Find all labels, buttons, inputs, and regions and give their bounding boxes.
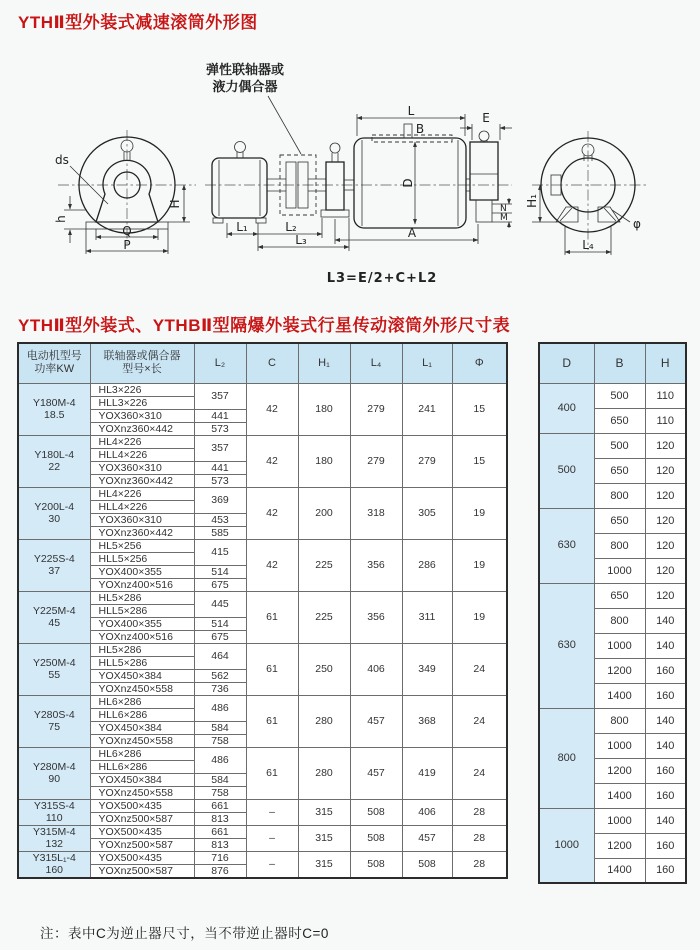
table-title: YTHⅡ型外装式、YTHBⅡ型隔爆外装式行星传动滚筒外形尺寸表 <box>18 316 511 335</box>
col-header-l2: L₂ <box>194 343 246 383</box>
coupling-cell: HLL5×256 <box>90 552 194 565</box>
h-cell: 120 <box>645 433 686 458</box>
coupling-cell: HL6×286 <box>90 695 194 708</box>
h-cell: 160 <box>645 658 686 683</box>
l2-cell: 357 <box>194 435 246 461</box>
coupling-cell: YOXnz360×442 <box>90 526 194 539</box>
d-cell: 500 <box>539 433 594 508</box>
dim-label-L: L <box>407 104 415 118</box>
c-cell: 61 <box>246 591 298 643</box>
h-cell: 110 <box>645 408 686 433</box>
l4-cell: 406 <box>350 643 402 695</box>
left-end-view <box>54 130 196 254</box>
l4-cell: 356 <box>350 539 402 591</box>
coupling-cell: HLL4×226 <box>90 448 194 461</box>
phi-cell: 19 <box>452 539 507 591</box>
phi-cell: 28 <box>452 851 507 878</box>
table-note: 注：表中C为逆止器尺寸，当不带逆止器时C=0 <box>40 926 329 941</box>
l2-cell: 584 <box>194 773 246 786</box>
h1-cell: 315 <box>298 825 350 851</box>
h-cell: 140 <box>645 633 686 658</box>
l4-cell: 457 <box>350 695 402 747</box>
h-cell: 160 <box>645 833 686 858</box>
motor-model-cell: Y315S-4 110 <box>18 799 90 825</box>
l2-cell: 661 <box>194 825 246 838</box>
dim-table-row <box>539 383 686 408</box>
l2-cell: 716 <box>194 851 246 864</box>
b-cell: 1400 <box>594 683 645 708</box>
l2-cell: 675 <box>194 578 246 591</box>
dim-label-N: N <box>500 204 507 214</box>
b-cell: 1200 <box>594 758 645 783</box>
coupling-cell: YOXnz500×587 <box>90 838 194 851</box>
coupling-cell: YOXnz400×516 <box>90 578 194 591</box>
drawing-title: YTHⅡ型外装式减速滚筒外形图 <box>18 13 258 32</box>
coupling-cell: HLL3×226 <box>90 396 194 409</box>
l4-cell: 279 <box>350 383 402 435</box>
l2-cell: 736 <box>194 682 246 695</box>
l2-cell: 758 <box>194 734 246 747</box>
b-cell: 1000 <box>594 808 645 833</box>
l4-cell: 508 <box>350 799 402 825</box>
coupling-cell: YOX500×435 <box>90 851 194 864</box>
phi-cell: 28 <box>452 799 507 825</box>
d-cell: 630 <box>539 508 594 583</box>
dim-table-body <box>539 383 686 883</box>
col-header-l4: L₄ <box>350 343 402 383</box>
l2-cell: 562 <box>194 669 246 682</box>
right-end-view <box>525 131 646 255</box>
main-table-row <box>18 825 507 838</box>
h-cell: 120 <box>645 458 686 483</box>
dim-label-A: A <box>407 226 417 240</box>
coupling-cell: YOX400×355 <box>90 617 194 630</box>
l1-cell: 311 <box>402 591 452 643</box>
l4-cell: 457 <box>350 747 402 799</box>
outline-drawing-svg <box>0 38 700 306</box>
coupling-cell: YOX360×310 <box>90 513 194 526</box>
d-cell: 1000 <box>539 808 594 883</box>
coupling-cell: YOX500×435 <box>90 825 194 838</box>
dim-label-h: h <box>54 215 68 223</box>
motor-model-cell: Y315M-4 132 <box>18 825 90 851</box>
b-cell: 650 <box>594 508 645 533</box>
dim-label-L1: L₁ <box>236 220 248 234</box>
l2-cell: 813 <box>194 812 246 825</box>
coupling-cell: HLL6×286 <box>90 760 194 773</box>
coupling-cell: YOXnz360×442 <box>90 422 194 435</box>
coupling-cell: HLL5×286 <box>90 656 194 669</box>
b-cell: 650 <box>594 408 645 433</box>
l2-cell: 675 <box>194 630 246 643</box>
l2-cell: 415 <box>194 539 246 565</box>
col-header-c: C <box>246 343 298 383</box>
dim-table-row <box>539 583 686 608</box>
dim-label-Q: Q <box>122 224 132 238</box>
c-cell: 42 <box>246 383 298 435</box>
h-cell: 140 <box>645 808 686 833</box>
l2-cell: 514 <box>194 617 246 630</box>
l1-cell: 368 <box>402 695 452 747</box>
dim-label-L2: L₂ <box>285 220 297 234</box>
col-header-l1: L₁ <box>402 343 452 383</box>
l2-cell: 573 <box>194 474 246 487</box>
dimension-tables <box>17 342 687 884</box>
motor-model-cell: Y250M-4 55 <box>18 643 90 695</box>
b-cell: 800 <box>594 533 645 558</box>
l2-cell: 585 <box>194 526 246 539</box>
h-cell: 120 <box>645 508 686 533</box>
b-cell: 1200 <box>594 833 645 858</box>
d-cell: 630 <box>539 583 594 708</box>
main-table-row <box>18 695 507 708</box>
phi-cell: 15 <box>452 435 507 487</box>
l1-cell: 508 <box>402 851 452 878</box>
l2-cell: 486 <box>194 695 246 721</box>
h-cell: 120 <box>645 483 686 508</box>
main-table-row <box>18 747 507 760</box>
coupling-cell: HL6×286 <box>90 747 194 760</box>
motor-model-cell: Y225S-4 37 <box>18 539 90 591</box>
dim-label-phi: φ <box>633 217 641 231</box>
coupling-cell: HL5×286 <box>90 591 194 604</box>
l2-cell: 369 <box>194 487 246 513</box>
main-table-row <box>18 435 507 448</box>
h1-cell: 280 <box>298 747 350 799</box>
b-cell: 1400 <box>594 783 645 808</box>
h1-cell: 250 <box>298 643 350 695</box>
h-cell: 120 <box>645 583 686 608</box>
h-cell: 120 <box>645 533 686 558</box>
coupling-cell: HLL6×286 <box>90 708 194 721</box>
main-table-header-row <box>18 343 507 383</box>
phi-cell: 19 <box>452 487 507 539</box>
l2-cell: 584 <box>194 721 246 734</box>
coupling-cell: YOXnz500×587 <box>90 864 194 878</box>
h-cell: 160 <box>645 783 686 808</box>
h1-cell: 315 <box>298 851 350 878</box>
c-cell: 42 <box>246 435 298 487</box>
l3-formula: L3=E/2+C+L2 <box>326 271 438 286</box>
l2-cell: 514 <box>194 565 246 578</box>
coupling-cell: YOX360×310 <box>90 461 194 474</box>
h-cell: 140 <box>645 708 686 733</box>
b-cell: 1200 <box>594 658 645 683</box>
b-cell: 800 <box>594 708 645 733</box>
main-table-row <box>18 643 507 656</box>
l4-cell: 356 <box>350 591 402 643</box>
l1-cell: 457 <box>402 825 452 851</box>
coupling-cell: YOX450×384 <box>90 773 194 786</box>
b-cell: 1400 <box>594 858 645 883</box>
b-cell: 650 <box>594 458 645 483</box>
motor <box>212 142 267 224</box>
b-cell: 800 <box>594 608 645 633</box>
coupling-cell: YOXnz400×516 <box>90 630 194 643</box>
col-header-coupling: 联轴器或偶合器 型号×长 <box>90 343 194 383</box>
coupling-cell: YOX450×384 <box>90 721 194 734</box>
c-cell: – <box>246 851 298 878</box>
h1-cell: 315 <box>298 799 350 825</box>
l1-cell: 419 <box>402 747 452 799</box>
h-cell: 110 <box>645 383 686 408</box>
dim-label-H1: H₁ <box>525 194 539 208</box>
motor-model-cell: Y280M-4 90 <box>18 747 90 799</box>
motor-model-cell: Y180M-4 18.5 <box>18 383 90 435</box>
coupling-cell: YOXnz500×587 <box>90 812 194 825</box>
main-dimension-table <box>17 342 508 879</box>
dim-label-D: D <box>401 178 415 188</box>
main-table-row <box>18 487 507 500</box>
main-table-body <box>18 383 507 878</box>
b-cell: 1000 <box>594 633 645 658</box>
l2-cell: 357 <box>194 383 246 409</box>
phi-cell: 24 <box>452 695 507 747</box>
callout-line1: 弹性联轴器或 <box>205 63 285 78</box>
dim-table-row <box>539 508 686 533</box>
h1-cell: 200 <box>298 487 350 539</box>
coupling-cell: HL5×256 <box>90 539 194 552</box>
main-table-row <box>18 539 507 552</box>
l2-cell: 758 <box>194 786 246 799</box>
dim-label-L4: L₄ <box>582 238 594 252</box>
h-cell: 120 <box>645 558 686 583</box>
b-cell: 1000 <box>594 558 645 583</box>
phi-cell: 15 <box>452 383 507 435</box>
col-header-h1: H₁ <box>298 343 350 383</box>
b-cell: 800 <box>594 483 645 508</box>
b-cell: 650 <box>594 583 645 608</box>
drum-size-table <box>538 342 687 884</box>
phi-cell: 19 <box>452 591 507 643</box>
c-cell: 61 <box>246 643 298 695</box>
col-header-d: D <box>539 343 594 383</box>
dim-table-row <box>539 433 686 458</box>
motor-model-cell: Y180L-4 22 <box>18 435 90 487</box>
l1-cell: 406 <box>402 799 452 825</box>
c-cell: – <box>246 825 298 851</box>
col-header-phi: Φ <box>452 343 507 383</box>
l2-cell: 453 <box>194 513 246 526</box>
coupling-cell: HL4×226 <box>90 487 194 500</box>
b-cell: 500 <box>594 433 645 458</box>
dim-table-row <box>539 808 686 833</box>
main-table-row <box>18 851 507 864</box>
coupling-cell: HL3×226 <box>90 383 194 396</box>
l2-cell: 661 <box>194 799 246 812</box>
col-header-motor: 电动机型号 功率KW <box>18 343 90 383</box>
coupling-cell: YOX400×355 <box>90 565 194 578</box>
coupling-cell: YOXnz450×558 <box>90 682 194 695</box>
phi-cell: 24 <box>452 747 507 799</box>
l2-cell: 464 <box>194 643 246 669</box>
coupling-cell: HLL4×226 <box>90 500 194 513</box>
h1-cell: 225 <box>298 591 350 643</box>
input-bearing-pedestal <box>321 143 354 217</box>
dim-table-row <box>539 708 686 733</box>
dim-label-E: E <box>482 111 490 125</box>
l2-cell: 441 <box>194 409 246 422</box>
l4-cell: 279 <box>350 435 402 487</box>
dim-label-B: B <box>415 122 425 136</box>
l1-cell: 279 <box>402 435 452 487</box>
main-table-row <box>18 799 507 812</box>
l4-cell: 508 <box>350 851 402 878</box>
motor-model-cell: Y225M-4 45 <box>18 591 90 643</box>
dim-label-P: P <box>123 238 131 252</box>
c-cell: 61 <box>246 747 298 799</box>
phi-cell: 24 <box>452 643 507 695</box>
dim-label-H: H <box>168 199 182 209</box>
drum <box>335 104 478 244</box>
coupling-cell: YOX500×435 <box>90 799 194 812</box>
main-table-row <box>18 383 507 396</box>
motor-model-cell: Y280S-4 75 <box>18 695 90 747</box>
col-header-b: B <box>594 343 645 383</box>
l1-cell: 241 <box>402 383 452 435</box>
l1-cell: 349 <box>402 643 452 695</box>
dim-table-header-row <box>539 343 686 383</box>
coupling-cell: YOX360×310 <box>90 409 194 422</box>
l2-cell: 813 <box>194 838 246 851</box>
c-cell: 42 <box>246 487 298 539</box>
coupling-cell: YOXnz450×558 <box>90 734 194 747</box>
l2-cell: 486 <box>194 747 246 773</box>
coupling-callout <box>206 62 301 154</box>
outline-drawing <box>0 38 700 306</box>
c-cell: 61 <box>246 695 298 747</box>
coupling-cell: YOXnz360×442 <box>90 474 194 487</box>
h-cell: 160 <box>645 758 686 783</box>
h1-cell: 180 <box>298 383 350 435</box>
phi-cell: 28 <box>452 825 507 851</box>
h-cell: 140 <box>645 733 686 758</box>
d-cell: 800 <box>539 708 594 808</box>
c-cell: 42 <box>246 539 298 591</box>
coupling-cell: YOXnz450×558 <box>90 786 194 799</box>
dim-label-L3: L₃ <box>295 233 307 247</box>
col-header-h: H <box>645 343 686 383</box>
h-cell: 160 <box>645 683 686 708</box>
l2-cell: 441 <box>194 461 246 474</box>
h1-cell: 180 <box>298 435 350 487</box>
l4-cell: 318 <box>350 487 402 539</box>
coupling-cell: HL5×286 <box>90 643 194 656</box>
l2-cell: 573 <box>194 422 246 435</box>
dim-label-ds: ds <box>55 153 69 167</box>
d-cell: 400 <box>539 383 594 433</box>
l2-cell: 445 <box>194 591 246 617</box>
main-table-row <box>18 591 507 604</box>
h-cell: 140 <box>645 608 686 633</box>
h1-cell: 225 <box>298 539 350 591</box>
motor-model-cell: Y315L₁-4 160 <box>18 851 90 878</box>
l2-cell: 876 <box>194 864 246 878</box>
coupling-cell: YOX450×384 <box>90 669 194 682</box>
coupling-cell: HL4×226 <box>90 435 194 448</box>
c-cell: – <box>246 799 298 825</box>
dim-label-M: M <box>500 213 508 223</box>
coupling-cell: HLL5×286 <box>90 604 194 617</box>
motor-model-cell: Y200L-4 30 <box>18 487 90 539</box>
callout-line2: 液力偶合器 <box>212 80 278 95</box>
b-cell: 1000 <box>594 733 645 758</box>
h1-cell: 280 <box>298 695 350 747</box>
l4-cell: 508 <box>350 825 402 851</box>
l1-cell: 286 <box>402 539 452 591</box>
b-cell: 500 <box>594 383 645 408</box>
h-cell: 160 <box>645 858 686 883</box>
output-bearing-pedestal <box>460 111 512 228</box>
l1-cell: 305 <box>402 487 452 539</box>
